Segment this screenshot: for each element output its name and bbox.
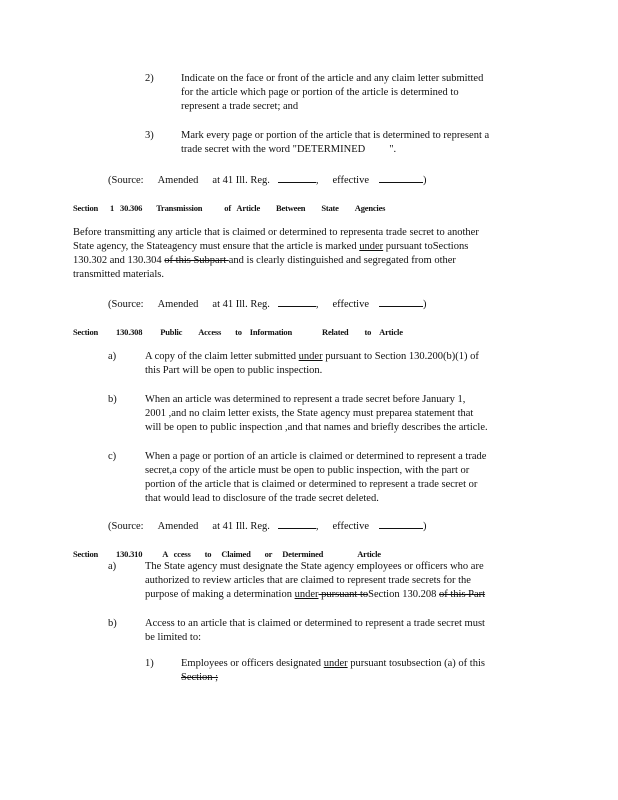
- section-310-heading: [73, 547, 381, 561]
- section-310-number: 130.310: [116, 549, 143, 559]
- item-308-a-line-2: this Part will be open to public inspection.: [145, 365, 323, 376]
- section-306-line-4: transmitted materials.: [73, 269, 164, 280]
- item-2-line-2: for the article which page or portion of the article is determined to: [181, 87, 459, 98]
- item-308-c-line-4: that would lead to disclosure of the trade secret deleted.: [145, 493, 379, 504]
- item-310-b-text: [145, 617, 530, 645]
- section-306-paragraph: [73, 226, 533, 282]
- item-308-a-line-1b: pursuant to Section 130.200(b)(1) of: [322, 351, 479, 362]
- insert-under-308a: under: [298, 351, 323, 362]
- section-306-line-3: [73, 254, 533, 268]
- item-2-text: [181, 72, 526, 114]
- section-306-line-3a: 130.302 and 130.304: [73, 255, 165, 266]
- section-308-title-7: Article: [379, 327, 403, 337]
- source-line-2: [108, 296, 427, 312]
- source-effective-3: effective: [332, 521, 370, 532]
- item-308-c-line-3: portion of the article that is claimed or determined to represent a trade secret or: [145, 479, 478, 490]
- item-310-a-line-3b: Section 130.208: [368, 589, 439, 600]
- section-306-line-3b: and is clearly distinguished and segregated from other: [228, 255, 456, 266]
- section-306-line-2b: pursuant toSections: [383, 241, 469, 252]
- section-308-label: Section: [73, 327, 99, 337]
- section-308-number: 130.308: [116, 327, 143, 337]
- item-3-number: 3): [145, 130, 154, 141]
- source-label-3: (Source:: [108, 521, 144, 532]
- register-blank[interactable]: [278, 172, 316, 183]
- item-2-line-1: Indicate on the face or front of the article and any claim letter submitted: [181, 73, 484, 84]
- section-306-line-2: [73, 240, 533, 254]
- source-line-1: [108, 172, 427, 188]
- section-306-title-4: State: [321, 203, 339, 213]
- strike-section-310b1: Section ;: [181, 672, 219, 683]
- section-306-title-2: of Article: [224, 203, 261, 213]
- source-comma-2: ,: [315, 299, 319, 310]
- strike-to-310a: to: [357, 589, 369, 600]
- source-amended: Amended: [157, 175, 199, 186]
- item-308-b-line-2: 2001 ,and no claim letter exists, the State agency must preparea statement that: [145, 408, 474, 419]
- item-310-b1-line-1a: Employees or officers designated: [181, 658, 324, 669]
- section-310-label: Section: [73, 549, 99, 559]
- section-310-title-5: Determined: [282, 549, 324, 559]
- item-310-a-line-2: authorized to review articles that are claimed to represent trade secrets for the: [145, 575, 471, 586]
- section-308-title-6: to: [364, 327, 372, 337]
- item-310-a-line-3a: purpose of making a determination: [145, 589, 295, 600]
- section-310-title-4: or: [264, 549, 273, 559]
- section-306-line-2a: State agency, the Stateagency must ensure that the article is marked: [73, 241, 360, 252]
- item-308-b-text: [145, 393, 530, 435]
- section-310-title-3: Claimed: [221, 549, 251, 559]
- section-308-title-3: to: [235, 327, 242, 337]
- item-310-a-number: a): [108, 561, 117, 572]
- source-reg: at 41 Ill. Reg.: [212, 175, 270, 186]
- item-3-line-2: [181, 143, 536, 157]
- section-310-title-2: to: [204, 549, 212, 559]
- source-amended-3: Amended: [157, 521, 199, 532]
- item-310-b1-line-1: [181, 657, 526, 671]
- section-308-title-5: Related: [322, 327, 349, 337]
- section-308-title-1: Public: [160, 327, 183, 337]
- insert-under-310b1: under: [323, 658, 348, 669]
- item-310-b1-text: [181, 657, 526, 685]
- item-308-b-line-1: When an article was determined to represent a trade secret before January 1,: [145, 394, 466, 405]
- item-2-line-3: represent a trade secret; and: [181, 101, 299, 112]
- section-306-title-5: Agencies: [354, 203, 386, 213]
- register-blank-2[interactable]: [278, 296, 316, 307]
- item-308-c-line-2: secret,a copy of the article must be open to public inspection, with the part or: [145, 465, 470, 476]
- source-effective: effective: [332, 175, 370, 186]
- item-308-c-line-1: When a page or portion of an article is claimed or determined to represent a trade: [145, 451, 487, 462]
- section-306-number: 1 30.306: [110, 203, 143, 213]
- strike-pursuant-310a: pursuant: [318, 589, 358, 600]
- source-amended-2: Amended: [157, 299, 199, 310]
- item-308-b-line-3: will be open to public inspection ,and that names and briefly describes the article.: [145, 422, 488, 433]
- section-306-title-1: Transmission: [156, 203, 203, 213]
- item-310-a-line-1: The State agency must designate the State agency employees or officers who are: [145, 561, 484, 572]
- source-label: (Source:: [108, 175, 144, 186]
- section-308-heading: [73, 325, 403, 339]
- section-306-title-3: Between: [276, 203, 306, 213]
- insert-under-310a: under: [294, 589, 319, 600]
- item-310-b1-line-2: [181, 671, 526, 685]
- strike-of-this-part-310a: of this Part: [438, 589, 486, 600]
- effective-blank-3[interactable]: [379, 518, 423, 529]
- item-310-b-line-2: be limited to:: [145, 632, 201, 643]
- item-310-b1-line-1b: pursuant tosubsection (a) of this: [347, 658, 485, 669]
- source-close-2: ): [423, 299, 427, 310]
- section-306-label: Section: [73, 203, 99, 213]
- section-310-title-1: A ccess: [162, 549, 191, 559]
- item-3-line-2b: ".: [389, 144, 397, 155]
- source-close: ): [423, 175, 427, 186]
- item-308-a-line-1a: A copy of the claim letter submitted: [145, 351, 299, 362]
- source-reg-3: at 41 Ill. Reg.: [212, 521, 270, 532]
- item-310-a-text: [145, 560, 530, 602]
- source-comma-3: ,: [315, 521, 319, 532]
- strike-of-this-subpart: of this Subpart: [164, 255, 229, 266]
- register-blank-3[interactable]: [278, 518, 316, 529]
- source-label-2: (Source:: [108, 299, 144, 310]
- item-310-b-number: b): [108, 618, 117, 629]
- item-308-a-text: [145, 350, 525, 378]
- section-308-title-4: Information: [249, 327, 292, 337]
- effective-blank[interactable]: [379, 172, 423, 183]
- item-2-number: 2): [145, 73, 154, 84]
- item-308-a-number: a): [108, 351, 117, 362]
- item-3-text: [181, 129, 536, 157]
- item-310-b1-number: 1): [145, 658, 154, 669]
- source-effective-2: effective: [332, 299, 370, 310]
- item-310-b-line-1: Access to an article that is claimed or determined to represent a trade secret must: [145, 618, 485, 629]
- item-308-b-number: b): [108, 394, 117, 405]
- section-306-line-1: Before transmitting any article that is claimed or determined to representa trade secret to another: [73, 227, 479, 238]
- item-3-line-2a: trade secret with the word "DETERMINED: [181, 144, 366, 155]
- source-line-3: [108, 518, 427, 534]
- insert-under: under: [359, 241, 384, 252]
- section-306-heading: [73, 201, 385, 215]
- item-3-line-1: Mark every page or portion of the article that is determined to represent a: [181, 130, 490, 141]
- source-comma: ,: [315, 175, 319, 186]
- effective-blank-2[interactable]: [379, 296, 423, 307]
- section-308-title-2: Access: [198, 327, 222, 337]
- item-308-a-line-1: [145, 350, 525, 364]
- source-close-3: ): [423, 521, 427, 532]
- item-308-c-text: [145, 450, 530, 506]
- source-reg-2: at 41 Ill. Reg.: [212, 299, 270, 310]
- item-308-c-number: c): [108, 451, 117, 462]
- section-310-title-6: Article: [357, 549, 381, 559]
- item-310-a-line-3: [145, 588, 530, 602]
